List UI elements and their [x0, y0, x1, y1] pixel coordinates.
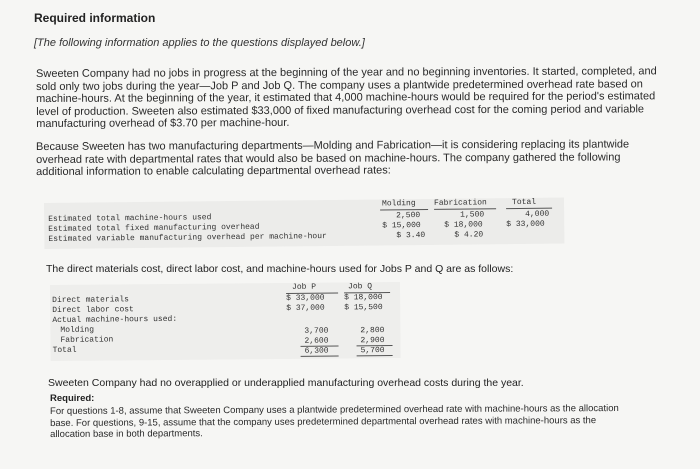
row-label: Estimated variable manufacturing overhead per machine-hour [48, 232, 327, 244]
cell-value: $ 33,000 [286, 293, 325, 303]
cell-value: 6,300 [304, 346, 329, 356]
cell-value: 5,700 [360, 346, 385, 356]
cell-value: 1,500 [460, 210, 485, 220]
row-label: Fabrication [60, 335, 114, 345]
cell-value: $ 18,000 [344, 293, 383, 303]
intro-note: [The following information applies to the questions displayed below.] [34, 37, 365, 49]
col-header-job-p: Job P [291, 282, 317, 292]
cell-value: $ 15,500 [344, 303, 383, 313]
cell-value: 2,600 [304, 336, 329, 346]
department-data-table [44, 198, 564, 249]
paragraph-departments: Because Sweeten has two manufacturing departments—Molding and Fabrication—it is considering replacing its plantwide overhead rate with departmental rates that would also be based on machine-hours. The company gathered the following additional information to enable calculating departmental overhead rates: [36, 138, 630, 178]
required-heading: Required: [50, 393, 95, 404]
overhead-statement: Sweeten Company had no overapplied or underapplied manufacturing overhead costs during the year. [48, 377, 524, 389]
row-label: Estimated total fixed manufacturing overhead [48, 222, 260, 234]
col-header-total: Total [511, 197, 537, 208]
row-label-total: Total [52, 345, 77, 355]
required-text: For questions 1-8, assume that Sweeten Company uses a plantwide predetermined overhead rate with machine-hours as the allocation base. For questions, 9-15, assume that the company uses predetermined departmental overhead rates with machine-hours as the allocation base in both departments. [50, 403, 619, 440]
cell-value: 2,500 [396, 211, 421, 221]
cell-value: $ 37,000 [286, 303, 325, 313]
row-label: Direct materials [52, 295, 129, 305]
row-label: Estimated total machine-hours used [48, 213, 212, 224]
cell-value: 2,800 [360, 326, 385, 336]
paragraph-company-background: Sweeten Company had no jobs in progress at the beginning of the year and no beginning inventories. It started, completed, and sold only two jobs during the year—Job P and Job Q. The company uses a plantwide predetermined overhead rate based on machine-hours. At the beginning of the year, it estimated that 4,000 machine-hours would be required for the period's estimated level of production. Sweeten also estimated $33,000 of fixed manufacturing overhead cost for the coming period and variable manufacturing overhead of $3.70 per machine-hour. [36, 65, 657, 130]
cell-value: 2,900 [360, 336, 385, 346]
total-rule [301, 355, 339, 356]
cell-value: $ 4.20 [454, 230, 484, 240]
col-header-fabrication: Fabrication [433, 198, 487, 208]
cell-value: 4,000 [525, 209, 550, 219]
row-label: Direct labor cost [52, 305, 134, 315]
col-header-job-q: Job Q [347, 282, 373, 292]
cell-value: $ 18,000 [444, 220, 483, 230]
cell-value: 3,700 [304, 326, 329, 336]
page-title: Required information [34, 11, 156, 25]
cell-value: $ 15,000 [382, 221, 421, 231]
cell-value: $ 33,000 [506, 219, 545, 230]
row-label: Actual machine-hours used: [52, 314, 178, 325]
job-table-lead: The direct materials cost, direct labor cost, and machine-hours used for Jobs P and Q are as follows: [46, 263, 514, 275]
job-data-table [50, 282, 401, 361]
total-rule [357, 355, 393, 356]
col-header-molding: Molding [381, 199, 416, 209]
row-label: Molding [60, 325, 95, 335]
cell-value: $ 3.40 [396, 231, 426, 241]
